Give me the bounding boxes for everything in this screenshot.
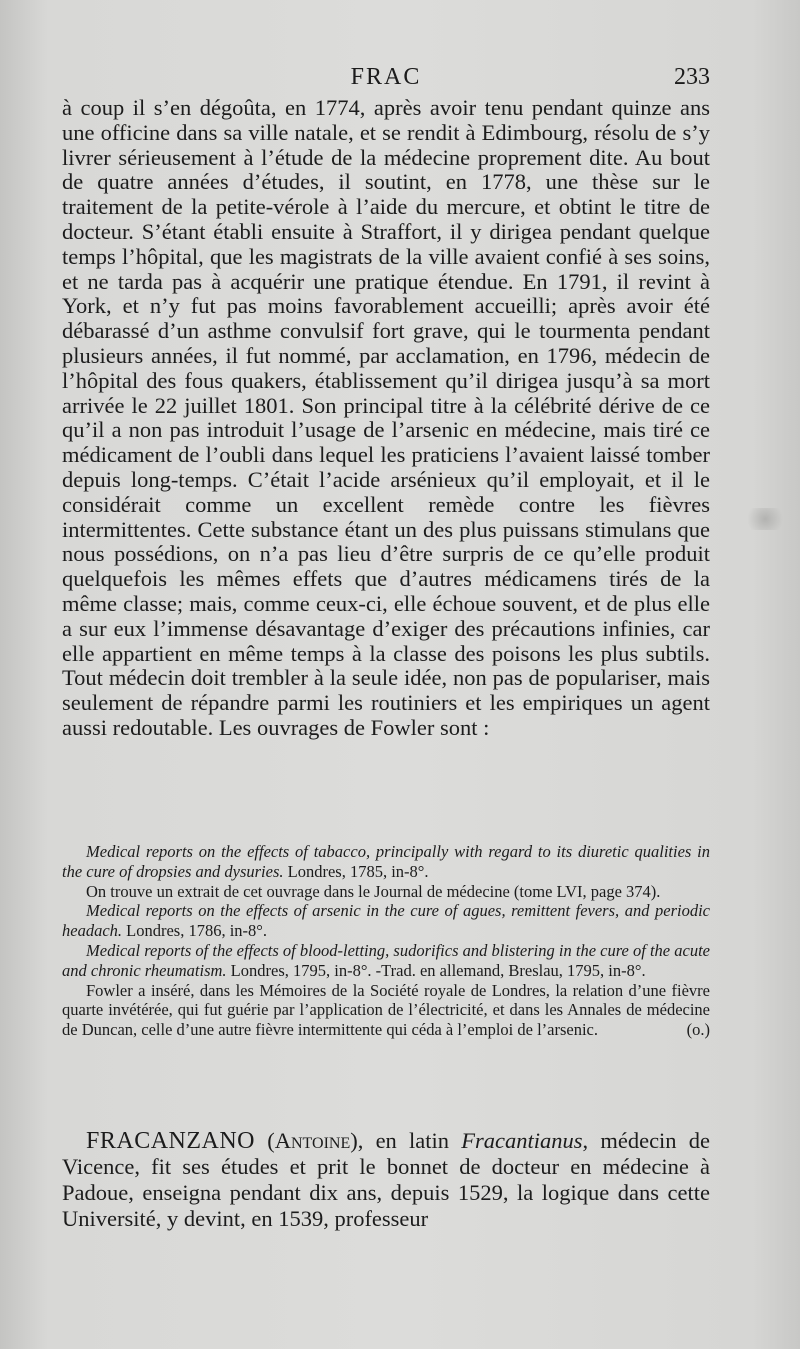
note-imprint: Londres, 1785, in-8°.	[287, 861, 429, 881]
entry-forename: Antoine	[274, 1128, 351, 1153]
entry-latin-name: Fracantianus	[461, 1128, 583, 1153]
note-title: Medical reports of the effects of blood-letting, sudorifics and blistering in the cure of the acute and chronic rheumatism.	[62, 940, 710, 980]
page-header	[62, 64, 710, 94]
running-head: FRAC	[350, 64, 422, 90]
note-item: On trouve un extrait de cet ouvrage dans le Journal de médecine (tome LVI, page 374).	[86, 881, 661, 901]
paper-stain	[742, 508, 788, 530]
entry-paragraph: FRACANZANO (Antoine), en latin Fracantianus, médecin de Vicence, fit ses études et prit le bonnet de docteur en médecine à Padoue, enseigna pendant dix ans, depuis 1529, la logique dans cette Université, y devint, en 1539, professeur	[62, 1128, 711, 1231]
note-imprint: Londres, 1786, in-8°.	[126, 921, 268, 941]
note-title: Medical reports on the effects of tabacco, principally with regard to its diuretic qualities in the cure of dropsies and dysuries.	[62, 842, 710, 881]
dictionary-entry	[62, 1128, 710, 1232]
page-number: 233	[674, 64, 710, 90]
note-title: Medical reports on the effects of arsenic in the cure of agues, remittent fevers, and periodic headach.	[62, 901, 710, 941]
note-item	[62, 901, 710, 941]
note-imprint: Londres, 1795, in-8°. -Trad. en allemand, Breslau, 1795, in-8°.	[230, 960, 646, 980]
entry-headword: FRACANZANO	[86, 1128, 256, 1154]
note-item	[62, 981, 710, 1040]
note-item	[62, 941, 710, 981]
entry-latin-intro: , en latin	[357, 1128, 450, 1153]
biography-paragraph: à coup il s’en dégoûta, en 1774, après avoir tenu pendant quinze ans une officine dans sa ville natale, et se rendit à Edimbourg, résolu de s’y livrer sérieusement à l’étude de la médecine proprement dite. Au bout de quatre années d’études, il soutint, en 1778, une thèse sur le traitement de la petite-vérole à l’aide du mercure, et obtint le titre de docteur. S’étant établi ensuite à Straffort, il y dirigea pendant quelque temps l’hôpital, que les magistrats de la ville avaient confié à ses soins, et ne tarda pas à acquérir une pratique étendue. En 1791, il revint à York, et n’y fut pas moins favorablement accueilli; après avoir été débarassé d’un asthme convulsif fort grave, qui le tourmenta pendant plusieurs années, il fut nommé, par acclamation, en 1796, médecin de l’hôpital des fous quakers, établissement qu’il dirigea jusqu’à sa mort arrivée le 22 juillet 1801. Son principal titre à la célébrité dérive de ce qu’il a non pas introduit l’usage de l’arsenic en médecine, mais tiré ce médicament de l’oubli dans lequel les praticiens l’avaient laissé tomber depuis long-temps. C’était l’acide arsénieux qu’il employait, et il le considérait comme un excellent remède contre les fièvres intermittentes. Cette substance étant un des plus puissans stimulans que nous possédions, on n’a pas lieu d’être surpris de ce qu’elle produit quelquefois les mêmes effets que d’autres médicamens tirés de la même classe; mais, comme ceux-ci, elle échoue souvent, et de plus elle a sur eux l’immense désavantage d’exiger des précautions infinies, car elle appartient en même temps à la classe des poisons les plus subtils. Tout médecin doit trembler à la seule idée, non pas de populariser, mais seulement de répandre parmi les routiniers et les empiriques un agent aussi redoutable. Les ouvrages de Fowler sont :	[62, 95, 710, 740]
author-signature: (o.)	[686, 1020, 710, 1040]
entry-text: , médecin de Vicence, fit ses études et prit le bonnet de docteur en médecine à Padoue, enseigna pendant dix ans, depuis 1529, la logique dans cette Université, y devint, en 1539, professeur	[62, 1128, 711, 1231]
bibliography-notes	[62, 842, 710, 1040]
note-item	[62, 842, 710, 882]
biography-text	[62, 96, 710, 741]
note-text: Fowler a inséré, dans les Mémoires de la Société royale de Londres, la relation d’une fièvre quarte invétérée, qui fut guérie par l’application de l’électricité, et dans les Annales de médecine de Duncan, celle d’une autre fièvre intermittente qui céda à l’emploi de l’arsenic.	[62, 980, 710, 1040]
